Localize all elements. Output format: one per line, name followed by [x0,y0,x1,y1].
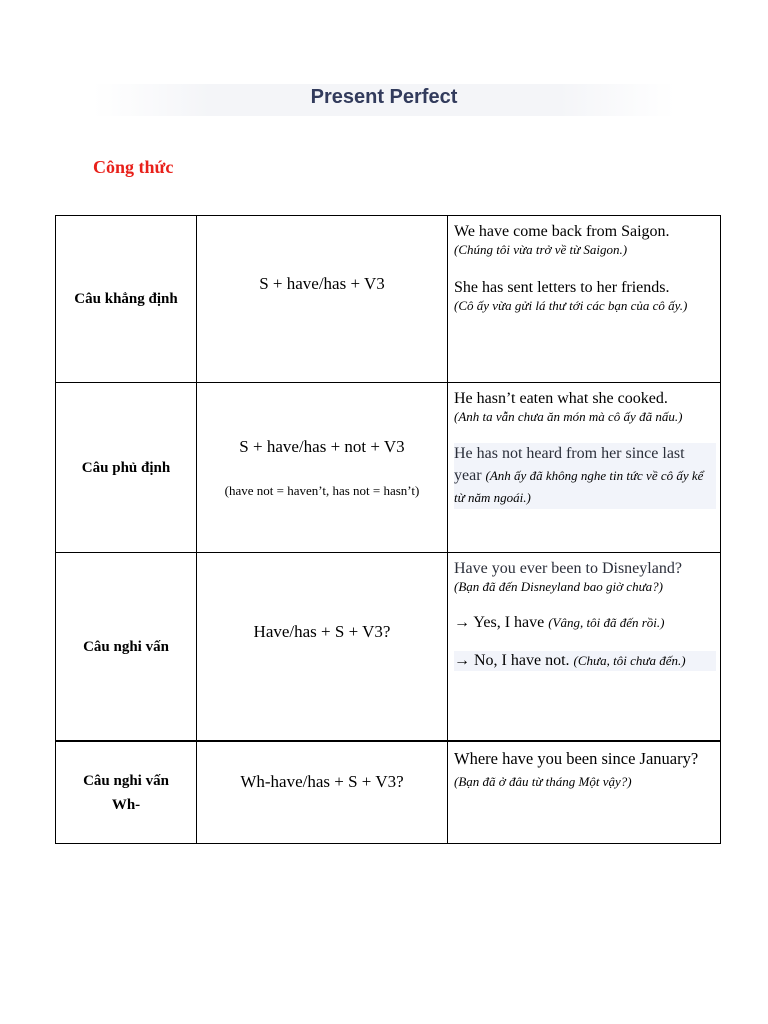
table-row-negative [55,382,721,552]
example-text: We have come back from Saigon. [454,223,670,240]
highlighted-example [454,443,716,509]
example-text: She has sent letters to her friends. [454,279,670,296]
table-row-interrogative [55,552,721,740]
answer-yes [454,613,716,633]
row-label: Câu khẳng định [74,291,178,307]
row-label: Câu phủ định [81,459,171,476]
example-translation: (Bạn đã đến Disneyland bao giờ chưa?) [454,579,663,594]
example-translation: (Vâng, tôi đã đến rồi.) [548,615,665,630]
example-text: Where have you been since January? [454,749,699,768]
example-text: → Yes, I have [454,614,545,631]
example-translation: (Cô ấy vừa gửi lá thư tới các bạn của cô ấy.) [454,298,688,313]
row-label: Câu nghi vấn Wh- [83,772,169,813]
formula-note: (have not = haven’t, has not = hasn’t) [224,482,420,498]
examples-cell [447,383,722,552]
examples-cell [447,553,722,740]
row-label: Câu nghi vấn [83,638,169,655]
section-heading: Công thức [93,157,174,177]
example-translation: (Chúng tôi vừa trở về từ Saigon.) [454,242,628,257]
example-text: He has not heard from her since last year [454,445,685,484]
formula-cell [196,742,447,843]
answer-no [454,651,716,671]
example-translation: (Bạn đã ở đâu từ tháng Một vậy?) [454,774,632,789]
examples-cell [447,742,722,843]
example-text: → No, I have not. [454,652,570,669]
formula-table [55,215,721,844]
table-row-wh-question [55,740,721,844]
page-title: Present Perfect [310,86,458,108]
example-translation: (Chưa, tôi chưa đến.) [573,653,686,668]
example-translation: (Anh ấy đã không nghe tin tức về cô ấy kể từ năm ngoái.) [454,468,704,505]
examples-cell [447,216,722,382]
formula-cell [196,553,447,740]
example-translation: (Anh ta vẫn chưa ăn món mà cô ấy đã nấu.) [454,409,683,424]
formula-text: S + have/has + V3 [259,274,385,293]
example-text: Have you ever been to Disneyland? [454,560,682,577]
table-row-affirmative [55,215,721,382]
formula-text: S + have/has + not + V3 [239,436,405,456]
formula-cell [196,383,447,552]
formula-text: Wh-have/has + S + V3? [240,771,404,791]
formula-text: Have/has + S + V3? [253,621,391,641]
example-text: He hasn’t eaten what she cooked. [454,390,668,407]
formula-cell [196,216,447,382]
